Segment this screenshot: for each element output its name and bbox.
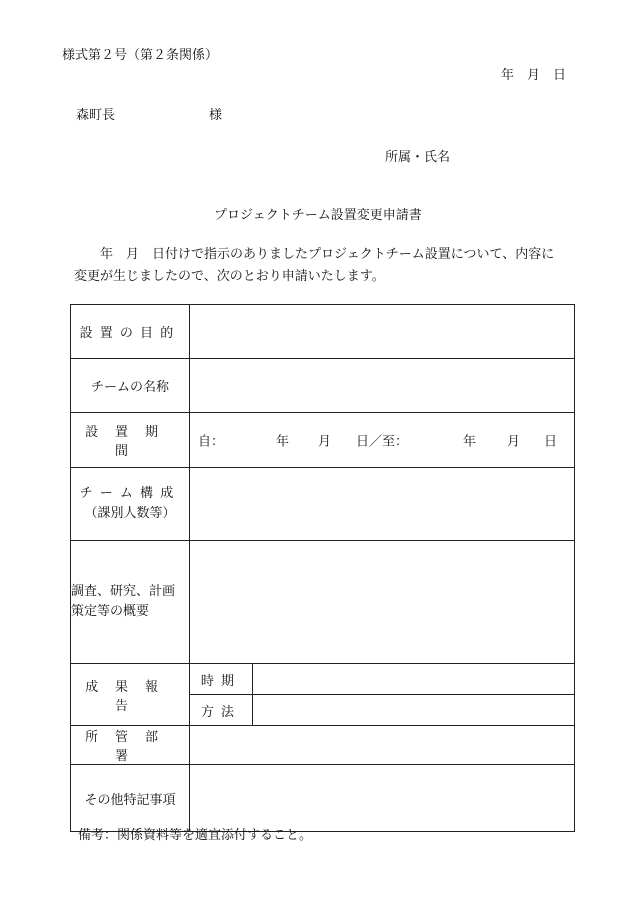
composition-note: （課別人数等） [84, 506, 176, 521]
period-year-label: 年 [276, 434, 290, 450]
addressee-name: 森町長 [76, 108, 116, 123]
composition-title: チーム構成 [79, 486, 181, 501]
form-number: 様式第２号（第２条関係） [62, 48, 219, 63]
period-label: 設置期間 [71, 413, 190, 468]
other-notes-label: その他特記事項 [71, 765, 190, 832]
intro-paragraph [74, 244, 574, 288]
overview-line-1: 調査、研究、計画 [71, 584, 176, 599]
report-method-label: 方法 [190, 695, 253, 726]
purpose-label: 設置の目的 [71, 305, 190, 359]
period-day2-label: 日 [544, 434, 558, 450]
period-month2-label: 月 [507, 434, 521, 450]
row-report-timing [71, 664, 575, 695]
period-year2-label: 年 [463, 434, 477, 450]
applicant-label: 所属・氏名 [385, 150, 451, 165]
remarks: 備考：関係資料等を適宜添付すること。 [78, 828, 313, 843]
row-composition [71, 468, 575, 541]
composition-label [71, 468, 190, 541]
report-timing-value[interactable] [253, 664, 575, 695]
composition-value[interactable] [190, 468, 575, 541]
overview-label [71, 541, 190, 664]
report-timing-label: 時期 [190, 664, 253, 695]
row-overview [71, 541, 575, 664]
report-method-value[interactable] [253, 695, 575, 726]
row-department [71, 726, 575, 765]
intro-line-1: 年 月 日付けで指示のありましたプロジェクトチーム設置について、内容に [100, 247, 555, 262]
team-name-value[interactable] [190, 359, 575, 413]
document-title: プロジェクトチーム設置変更申請書 [214, 208, 422, 223]
row-purpose [71, 305, 575, 359]
row-period [71, 413, 575, 468]
intro-line-2: 変更が生じましたので、次のとおり申請いたします。 [74, 269, 385, 284]
overview-value[interactable] [190, 541, 575, 664]
purpose-value[interactable] [190, 305, 575, 359]
period-from-label: 自： [198, 434, 225, 450]
period-day-to-label: 日／至： [356, 434, 409, 450]
date-line: 年 月 日 [501, 68, 567, 83]
report-label: 成果報告 [71, 664, 190, 726]
period-month-label: 月 [318, 434, 332, 450]
other-notes-value[interactable] [190, 765, 575, 832]
period-value[interactable] [190, 413, 575, 468]
row-team-name [71, 359, 575, 413]
overview-line-2: 策定等の概要 [71, 604, 150, 619]
row-other-notes [71, 765, 575, 832]
department-label: 所管部署 [71, 726, 190, 765]
addressee-honorific: 様 [209, 108, 223, 123]
department-value[interactable] [190, 726, 575, 765]
team-name-label: チームの名称 [71, 359, 190, 413]
application-table [70, 304, 575, 832]
